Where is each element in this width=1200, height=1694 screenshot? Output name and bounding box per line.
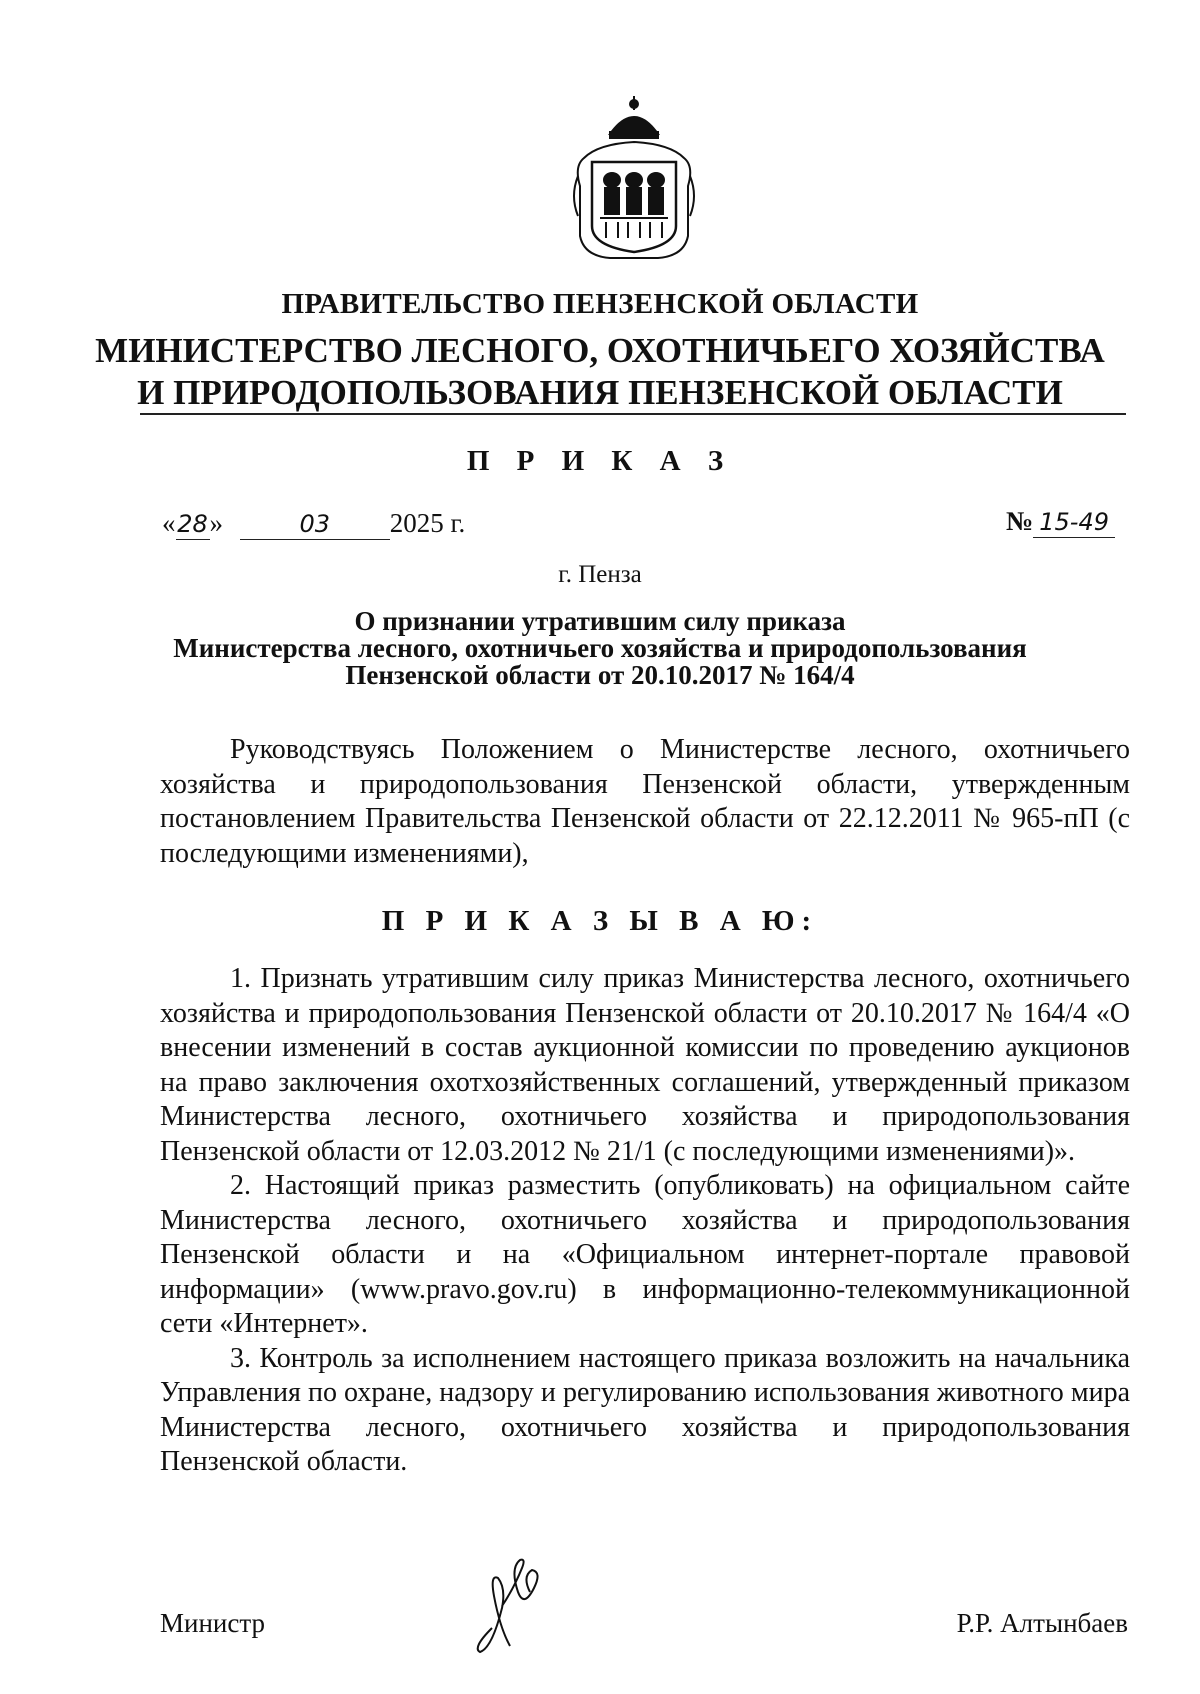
number-prefix: № bbox=[1006, 506, 1034, 536]
order-heading: П Р И К А З Ы В А Ю: bbox=[381, 905, 819, 937]
date-open-quote: « bbox=[162, 508, 176, 538]
title-line2: Министерства лесного, охотничьего хозяйства и природопользования bbox=[173, 633, 1027, 663]
document-date bbox=[162, 508, 465, 540]
ministry-heading-line2: И ПРИРОДОПОЛЬЗОВАНИЯ ПЕНЗЕНСКОЙ ОБЛАСТИ bbox=[137, 373, 1063, 412]
ministry-heading-line1: МИНИСТЕРСТВО ЛЕСНОГО, ОХОТНИЧЬЕГО ХОЗЯЙСТВА bbox=[95, 331, 1105, 370]
handwritten-signature-icon bbox=[462, 1548, 562, 1658]
coat-of-arms-icon bbox=[570, 96, 698, 266]
document-number bbox=[1006, 506, 1115, 538]
title-line1: О признании утратившим силу приказа bbox=[354, 606, 846, 636]
document-city: г. Пенза bbox=[558, 561, 642, 588]
title-line3: Пензенской области от 20.10.2017 № 164/4 bbox=[345, 660, 855, 690]
order-item-1: 1. Признать утратившим силу приказ Министерства лесного, охотничьего хозяйства и природопользования Пензенской области от 20.10.2017 № 164/4 «О внесении изменений в состав аукционной комиссии по проведению аукционов на право заключения охотхозяйственных соглашений, утвержденный приказом Министерства лесного, охотничьего хозяйства и природопользования Пензенской области от 12.03.2012 № 21/1 (с последующими изменениями)». bbox=[160, 963, 1130, 1167]
date-month: 03 bbox=[240, 509, 390, 540]
date-close-quote: » bbox=[209, 508, 223, 538]
order-item-3: 3. Контроль за исполнением настоящего приказа возложить на начальника Управления по охране, надзору и регулированию использования животного мира Министерства лесного, охотничьего хозяйства и природопользования Пензенской области. bbox=[160, 1342, 1130, 1477]
document-type: П Р И К А З bbox=[466, 445, 734, 477]
date-day: 28 bbox=[177, 510, 208, 538]
signatory-name: Р.Р. Алтынбаев bbox=[956, 1608, 1128, 1638]
signatory-position: Министр bbox=[160, 1608, 265, 1638]
order-items bbox=[160, 962, 1130, 1480]
ministry-heading bbox=[0, 330, 1200, 414]
date-year: 2025 г. bbox=[389, 508, 466, 538]
preamble bbox=[160, 733, 1130, 871]
government-heading: ПРАВИТЕЛЬСТВО ПЕНЗЕНСКОЙ ОБЛАСТИ bbox=[281, 288, 919, 320]
document-title bbox=[0, 608, 1200, 689]
number-value: 15-49 bbox=[1033, 507, 1115, 538]
preamble-text: Руководствуясь Положением о Министерстве лесного, охотничьего хозяйства и природопользования Пензенской области, утвержденным постановлением Правительства Пензенской области от 22.12.2011 № 965-пП (с последующими изменениями), bbox=[160, 734, 1130, 869]
header-divider bbox=[140, 413, 1126, 415]
order-item-2: 2. Настоящий приказ разместить (опубликовать) на официальном сайте Министерства лесного, охотничьего хозяйства и природопользования Пензенской области и на «Официальном интернет-портале правовой информации» (www.pravo.gov.ru) в информационно-телекоммуникационной сети «Интернет». bbox=[160, 1170, 1130, 1339]
